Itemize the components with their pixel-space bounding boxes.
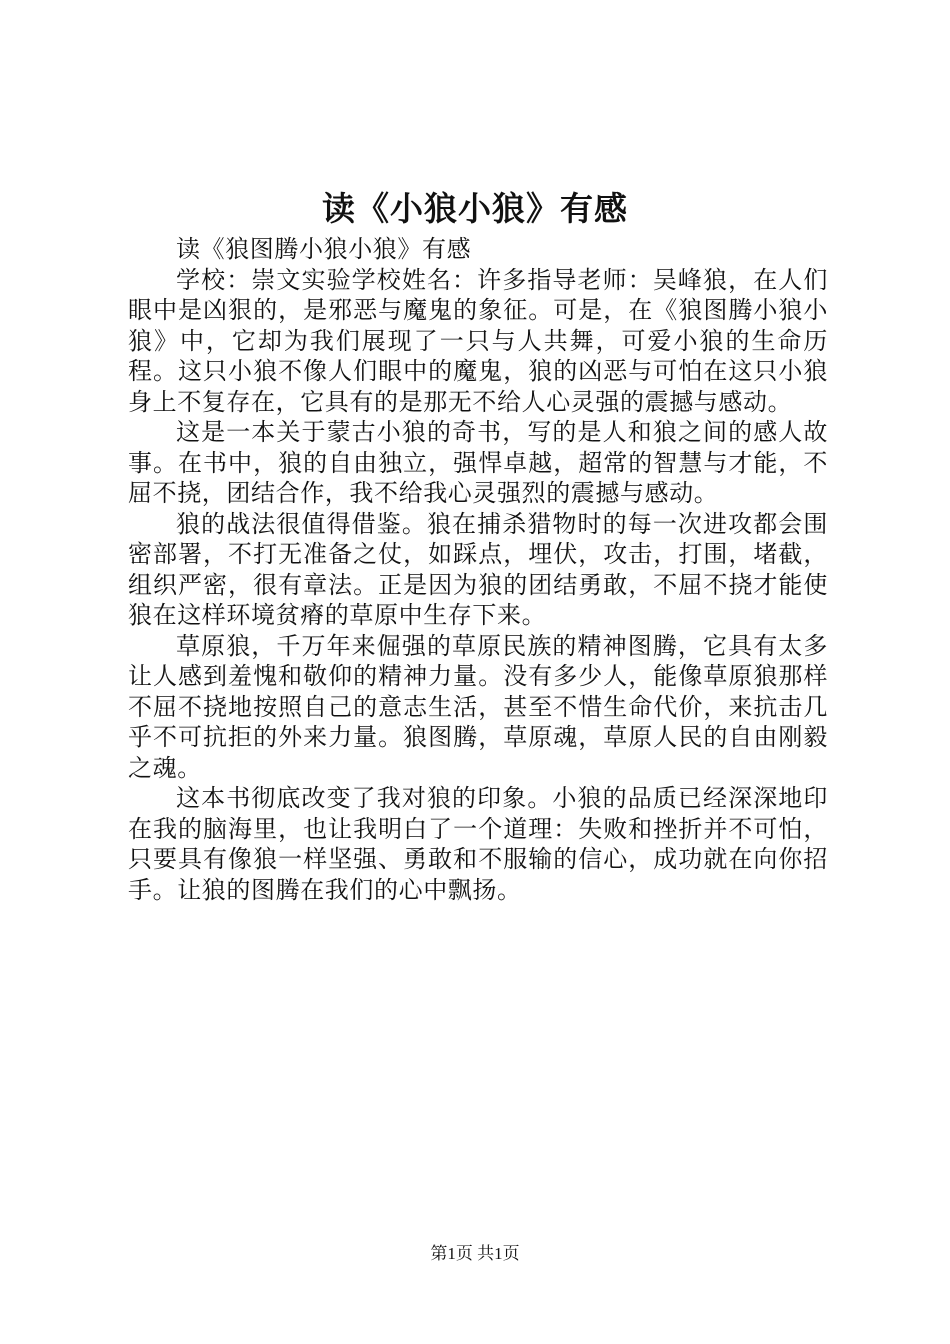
body-paragraph-3: 狼的战法很值得借鉴。狼在捕杀猎物时的每一次进攻都会围密部署，不打无准备之仗，如踩点，埋伏，攻击，打围，堵截，组织严密，很有章法。正是因为狼的团结勇敢，不屈不挠才能使狼在这样环境贫瘠的草原中生存下来。 (128, 509, 828, 629)
body-paragraph-4: 草原狼，千万年来倔强的草原民族的精神图腾，它具有太多让人感到羞愧和敬仰的精神力量。没有多少人，能像草原狼那样不屈不挠地按照自己的意志生活，甚至不惜生命代价，来抗击几乎不可抗拒的外来力量。狼图腾，草原魂，草原人民的自由刚毅之魂。 (128, 631, 828, 782)
document-body (128, 234, 828, 905)
body-paragraph-5: 这本书彻底改变了我对狼的印象。小狼的品质已经深深地印在我的脑海里，也让我明白了一个道理：失败和挫折并不可怕，只要具有像狼一样坚强、勇敢和不服输的信心，成功就在向你招手。让狼的图腾在我们的心中飘扬。 (128, 784, 828, 904)
body-paragraph-2: 这是一本关于蒙古小狼的奇书，写的是人和狼之间的感人故事。在书中，狼的自由独立，强悍卓越，超常的智慧与才能，不屈不挠，团结合作，我不给我心灵强烈的震撼与感动。 (128, 418, 828, 507)
body-paragraph-1: 学校：崇文实验学校姓名：许多指导老师：吴峰狼，在人们眼中是凶狠的，是邪恶与魔鬼的象征。可是，在《狼图腾小狼小狼》中，它却为我们展现了一只与人共舞，可爱小狼的生命历程。这只小狼不像人们眼中的魔鬼，狼的凶恶与可怕在这只小狼身上不复存在，它具有的是那无不给人心灵强的震撼与感动。 (128, 265, 828, 416)
page-footer: 第1页 共1页 (430, 1244, 520, 1263)
subtitle-paragraph: 读《狼图腾小狼小狼》有感 (176, 235, 472, 263)
document-title: 读《小狼小狼》有感 (322, 189, 628, 228)
